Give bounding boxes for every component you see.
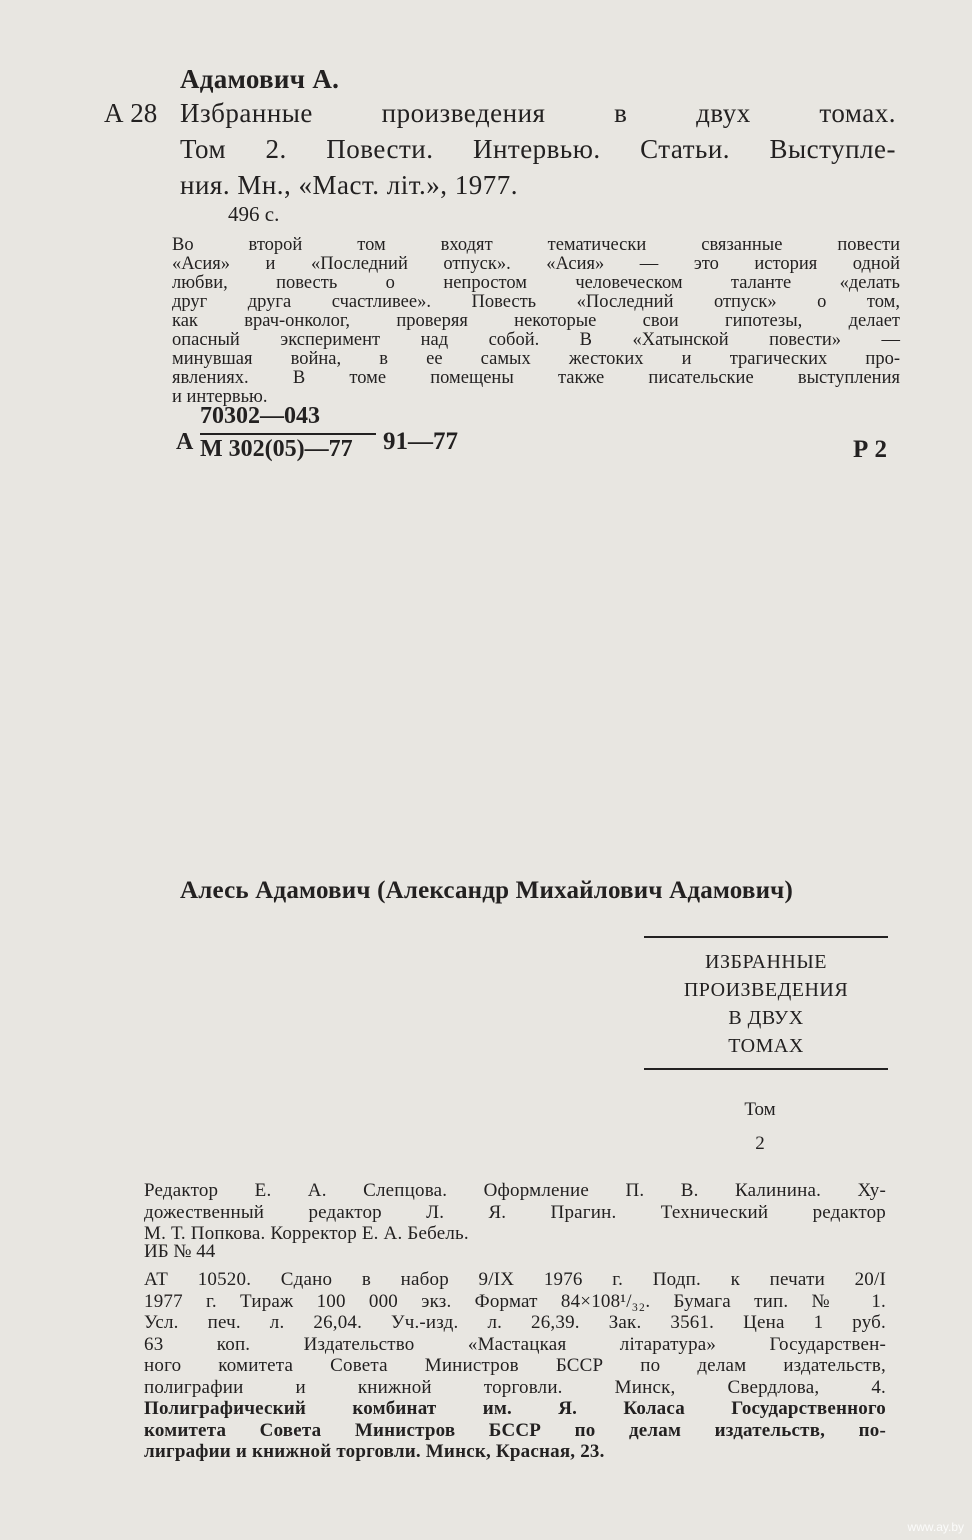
volume-label: Том <box>744 1099 776 1120</box>
fraction-bar <box>200 433 376 435</box>
details-line: лиграфии и книжной торговли. Минск, Красная, 23. <box>144 1441 605 1462</box>
index-denominator: М 302(05)—77 <box>200 436 353 462</box>
title-line: ИЗБРАННЫЕ <box>705 951 827 973</box>
annotation-line: «Асия» и «Последний отпуск». «Асия» — это история одной <box>172 254 900 274</box>
imprint-details <box>144 1269 886 1463</box>
card-library-code: А 28 <box>104 98 158 128</box>
index-prefix: А <box>176 429 194 455</box>
title-bottom-rule <box>644 1068 888 1070</box>
card-page-count: 496 с. <box>228 202 280 226</box>
annotation-line: и интервью. <box>172 387 268 407</box>
annotation-line: явлениях. В томе помещены также писательские выступления <box>172 368 900 388</box>
details-line: комитета Совета Министров БССР по делам издательств, по- <box>144 1419 886 1441</box>
card-title-line-1: Избранные произведения в двух томах. <box>180 98 896 128</box>
classification-code: Р 2 <box>853 436 888 463</box>
annotation-line: минувшая война, в ее самых жестоких и трагических про- <box>172 349 900 369</box>
title-top-rule <box>644 936 888 938</box>
author-full-name: Алесь Адамович (Александр Михайлович Адамович) <box>180 877 794 904</box>
title-line: ТОМАХ <box>728 1035 804 1057</box>
details-line: 1977 г. Тираж 100 000 экз. Формат 84×108¹/₃₂. Бумага тип. № 1. <box>144 1290 886 1312</box>
watermark: www.ay.by <box>907 1520 964 1534</box>
imprint-credits <box>144 1180 886 1245</box>
credits-line: дожественный редактор Л. Я. Прагин. Технический редактор <box>144 1201 886 1223</box>
annotation-line: как врач-онколог, проверяя некоторые свои гипотезы, делает <box>172 311 900 331</box>
details-line: АТ 10520. Сдано в набор 9/IX 1976 г. Подп. к печати 20/I <box>144 1269 886 1290</box>
annotation-line: друг друга счастливее». Повесть «Последний отпуск» о том, <box>172 292 900 312</box>
details-line: ного комитета Совета Министров БССР по делам издательств, <box>144 1355 886 1376</box>
details-line: Полиграфический комбинат им. Я. Коласа Государственного <box>144 1398 886 1419</box>
ib-number: ИБ № 44 <box>144 1241 216 1262</box>
details-line: Усл. печ. л. 26,04. Уч.-изд. л. 26,39. Зак. 3561. Цена 1 руб. <box>144 1312 886 1333</box>
title-line: В ДВУХ <box>728 1007 804 1029</box>
annotation-line: любви, повесть о непростом человеческом таланте «делать <box>172 273 900 293</box>
card-author: Адамович А. <box>180 64 340 94</box>
card-title-line-3: ния. Мн., «Маст. літ.», 1977. <box>180 170 519 200</box>
volume-number: 2 <box>755 1133 765 1154</box>
title-block <box>644 948 888 1060</box>
index-suffix: 91—77 <box>383 428 458 455</box>
credits-line: Редактор Е. А. Слепцова. Оформление П. В. Калинина. Ху- <box>144 1180 886 1201</box>
index-numerator: 70302—043 <box>200 403 320 429</box>
title-line: ПРОИЗВЕДЕНИЯ <box>683 979 849 1001</box>
details-line: 63 коп. Издательство «Мастацкая літаратура» Государствен- <box>144 1333 886 1355</box>
card-annotation <box>172 236 900 407</box>
annotation-line: Во второй том входят тематически связанные повести <box>172 235 900 255</box>
details-line: полиграфии и книжной торговли. Минск, Свердлова, 4. <box>144 1376 886 1398</box>
credits-line: М. Т. Попкова. Корректор Е. А. Бебель. <box>144 1223 469 1244</box>
card-title-line-2: Том 2. Повести. Интервью. Статьи. Выступле- <box>180 134 896 164</box>
annotation-line: опасный эксперимент над собой. В «Хатынской повести» — <box>172 330 900 350</box>
